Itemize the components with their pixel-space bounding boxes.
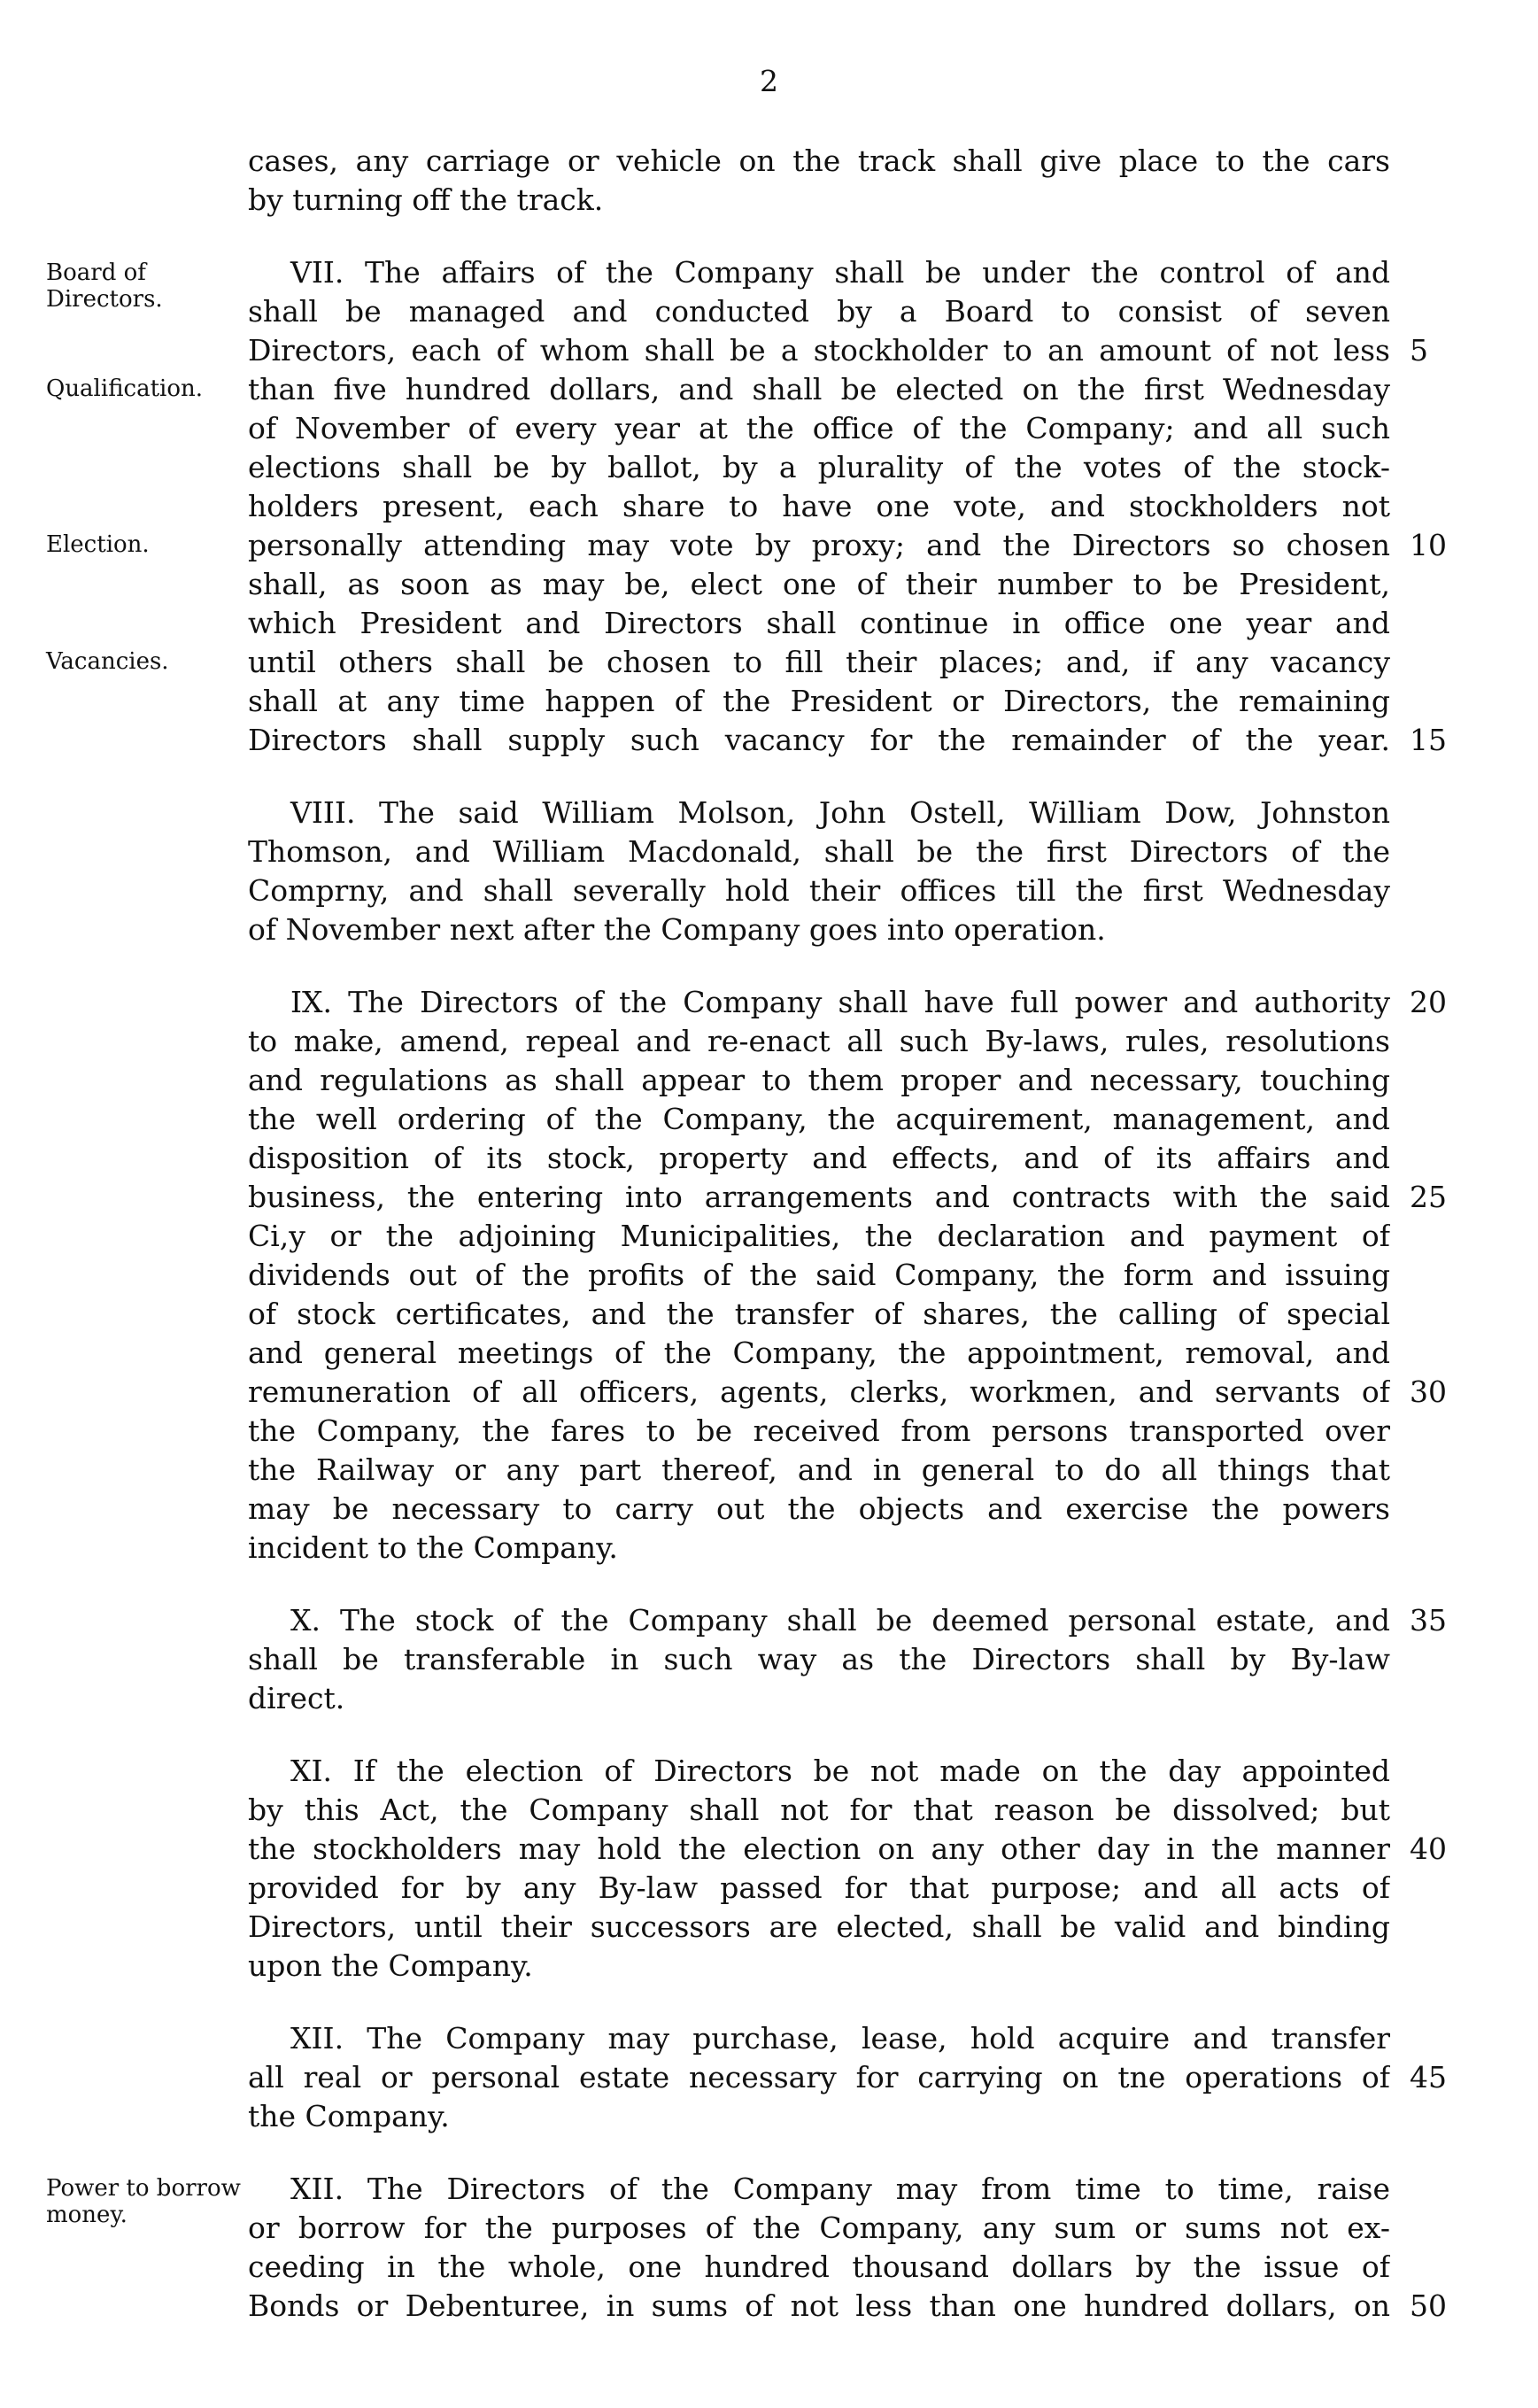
- line-number: 20: [1410, 985, 1447, 1019]
- section-xii-borrow-line: ceeding in the whole, one hundred thousand dollars by the issue of: [248, 2249, 1390, 2284]
- text-line: by turning off the track.: [248, 182, 604, 217]
- line-number: 5: [1410, 333, 1428, 368]
- section-vii-line: VII. The affairs of the Company shall be under the control of and: [290, 255, 1390, 290]
- section-xi-line: XI. If the election of Directors be not made on the day appointed: [290, 1754, 1390, 1788]
- section-vii-line: Directors shall supply such vacancy for the remainder of the year.: [248, 723, 1390, 757]
- section-vii-line: shall, as soon as may be, elect one of their number to be President,: [248, 567, 1390, 601]
- section-ix-line: IX. The Directors of the Company shall have full power and authority: [290, 985, 1390, 1019]
- line-number: 35: [1410, 1603, 1447, 1638]
- section-vii-line: of November of every year at the office of the Company; and all such: [248, 411, 1390, 445]
- section-x-line: X. The stock of the Company shall be deemed personal estate, and: [290, 1603, 1390, 1638]
- section-ix-line: the well ordering of the Company, the acquirement, management, and: [248, 1102, 1390, 1136]
- margin-note-qualification: Qualification.: [46, 376, 204, 402]
- section-viii-line: of November next after the Company goes into operation.: [248, 912, 1106, 947]
- line-number: 30: [1410, 1374, 1447, 1409]
- margin-note-vacancies: Vacancies.: [46, 648, 169, 675]
- section-xi-line: by this Act, the Company shall not for that reason be dissolved; but: [248, 1792, 1390, 1827]
- section-x-line: direct.: [248, 1681, 345, 1715]
- section-xi-line: upon the Company.: [248, 1948, 533, 1983]
- section-xi-line: provided for by any By-law passed for that purpose; and all acts of: [248, 1870, 1390, 1905]
- section-ix-line: the Railway or any part thereof, and in general to do all things that: [248, 1452, 1390, 1487]
- section-viii-line: Thomson, and William Macdonald, shall be the first Directors of the: [248, 834, 1390, 869]
- page-number: 2: [760, 64, 778, 98]
- section-xii-borrow-line: Bonds or Debenturee, in sums of not less than one hundred dollars, on: [248, 2288, 1390, 2323]
- section-xii-borrow-line: XII. The Directors of the Company may from time to time, raise: [290, 2172, 1390, 2206]
- section-ix-line: dividends out of the profits of the said Company, the form and issuing: [248, 1258, 1390, 1292]
- line-number: 40: [1410, 1831, 1447, 1866]
- section-xi-line: Directors, until their successors are elected, shall be valid and binding: [248, 1909, 1390, 1944]
- margin-note-power-to-borrow: Power to borrow money.: [46, 2175, 241, 2228]
- section-vii-line: than five hundred dollars, and shall be elected on the first Wednesday: [248, 372, 1390, 406]
- section-vii-line: shall at any time happen of the President or Directors, the remaining: [248, 684, 1390, 718]
- section-ix-line: remuneration of all officers, agents, clerks, workmen, and servants of: [248, 1374, 1390, 1409]
- section-vii-line: elections shall be by ballot, by a plurality of the votes of the stock-: [248, 450, 1390, 484]
- section-vii-line: until others shall be chosen to fill their places; and, if any vacancy: [248, 645, 1390, 679]
- margin-note-board-of-directors: Board of Directors.: [46, 259, 163, 313]
- line-number: 15: [1410, 723, 1447, 757]
- section-xii-estate-line: the Company.: [248, 2099, 450, 2133]
- section-ix-line: Ci,y or the adjoining Municipalities, the declaration and payment of: [248, 1219, 1390, 1253]
- section-vii-line: personally attending may vote by proxy; and the Directors so chosen: [248, 528, 1390, 562]
- section-xi-line: the stockholders may hold the election on any other day in the manner: [248, 1831, 1390, 1866]
- section-ix-line: and general meetings of the Company, the appointment, removal, and: [248, 1336, 1390, 1370]
- section-x-line: shall be transferable in such way as the Directors shall by By-law: [248, 1642, 1390, 1676]
- section-viii-line: Comprny, and shall severally hold their offices till the first Wednesday: [248, 873, 1390, 908]
- section-ix-line: incident to the Company.: [248, 1530, 618, 1565]
- text-line: cases, any carriage or vehicle on the track shall give place to the cars: [248, 143, 1390, 178]
- section-ix-line: disposition of its stock, property and effects, and of its affairs and: [248, 1141, 1390, 1175]
- section-ix-line: the Company, the fares to be received from persons transported over: [248, 1413, 1390, 1448]
- section-vii-line: which President and Directors shall continue in office one year and: [248, 606, 1390, 640]
- section-vii-line: holders present, each share to have one vote, and stockholders not: [248, 489, 1390, 523]
- section-vii-line: shall be managed and conducted by a Board to consist of seven: [248, 294, 1390, 329]
- section-ix-line: business, the entering into arrangements and contracts with the said: [248, 1180, 1390, 1214]
- section-xii-estate-line: XII. The Company may purchase, lease, hold acquire and transfer: [290, 2021, 1390, 2056]
- section-ix-line: to make, amend, repeal and re-enact all such By-laws, rules, resolutions: [248, 1024, 1390, 1058]
- section-vii-line: Directors, each of whom shall be a stockholder to an amount of not less: [248, 333, 1390, 368]
- section-xii-estate-line: all real or personal estate necessary for carrying on tne operations of: [248, 2060, 1390, 2094]
- section-ix-line: and regulations as shall appear to them proper and necessary, touching: [248, 1063, 1390, 1097]
- section-ix-line: of stock certificates, and the transfer of shares, the calling of special: [248, 1297, 1390, 1331]
- section-viii-line: VIII. The said William Molson, John Ostell, William Dow, Johnston: [290, 795, 1390, 830]
- line-number: 45: [1410, 2060, 1447, 2094]
- section-ix-line: may be necessary to carry out the objects and exercise the powers: [248, 1491, 1390, 1526]
- margin-note-election: Election.: [46, 531, 150, 558]
- section-xii-borrow-line: or borrow for the purposes of the Company, any sum or sums not ex-: [248, 2211, 1390, 2245]
- line-number: 10: [1410, 528, 1447, 562]
- line-number: 25: [1410, 1180, 1447, 1214]
- line-number: 50: [1410, 2288, 1447, 2323]
